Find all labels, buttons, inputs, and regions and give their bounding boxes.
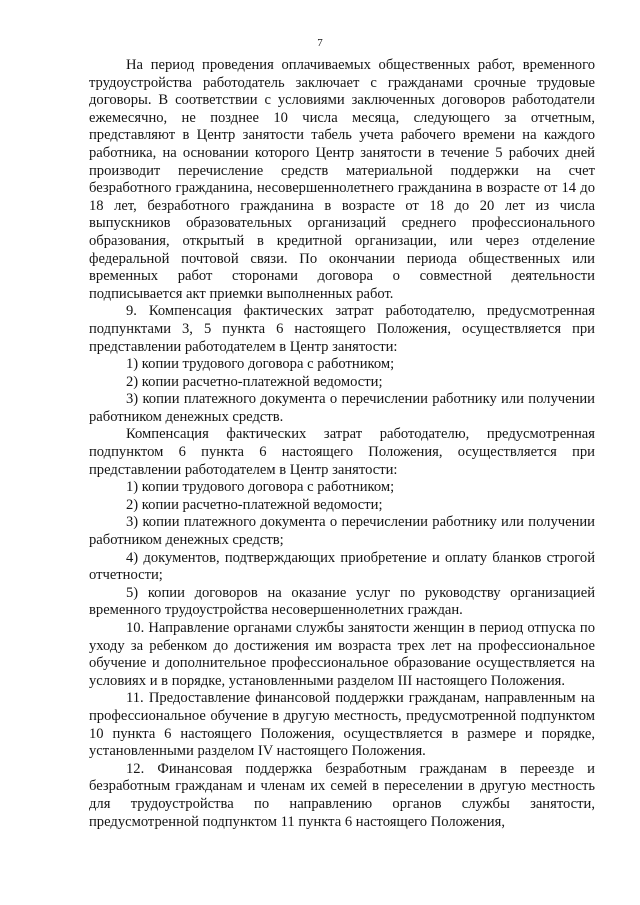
list-item: 2) копии расчетно-платежной ведомости; [126,496,383,513]
document-body [89,57,595,831]
list-item: 4) документов, подтверждающих приобретение и оплату бланков строгой отчетности; [89,549,595,584]
list-item: 1) копии трудового договора с работником; [126,356,395,373]
paragraph-compensation: Компенсация фактических затрат работодателю, предусмотренная подпунктом 6 пункта 6 настоящего Положения, осуществляется при представлении работодателем в Центр занятости: [89,426,595,478]
list-item: 5) копии договоров на оказание услуг по руководству организацией временного трудоустройства несовершеннолетних граждан. [89,584,595,619]
list-item: 3) копии платежного документа о перечислении работнику или получении работником денежных средств; [89,514,595,549]
paragraph-item-10: 10. Направление органами службы занятости женщин в период отпуска по уходу за ребенком до достижения им возраста трех лет на профессиональное обучение и дополнительное профессиональное образование осуществляется на условиях и в порядке, установленными разделом III настоящего Положения. [89,620,595,689]
list-item: 1) копии трудового договора с работником; [126,479,395,496]
paragraph-item-12: 12. Финансовая поддержка безработным гражданам в переезде и безработным гражданам и членам их семей в переселении в другую местность для трудоустройства по направлению органов службы занятости, предусмотренной подпунктом 11 пункта 6 настоящего Положения, [89,760,595,830]
list-item: 3) копии платежного документа о перечислении работнику или получении работником денежных средств. [89,391,595,425]
paragraph-item-11: 11. Предоставление финансовой поддержки гражданам, направленным на профессиональное обучение в другую местность, предусмотренной подпунктом 10 пункта 6 настоящего Положения, осуществляется в размере и порядке, установленными разделом IV настоящего Положения. [89,690,595,760]
paragraph-item-9: 9. Компенсация фактических затрат работодателю, предусмотренная подпунктами 3, 5 пункта 6 настоящего Положения, осуществляется при представлении работодателем в Центр занятости: [89,303,595,355]
list-item: 2) копии расчетно-платежной ведомости; [126,373,383,390]
paragraph-public-works: На период проведения оплачиваемых общественных работ, временного трудоустройства работодатель заключает с гражданами срочные трудовые договоры. В соответствии с условиями заключенных договоров работодатели ежемесячно, не позднее 10 числа месяца, следующего за отчетным, представляют в Центр занятости табель учета рабочего времени на каждого работника, на основании которого Центр занятости в течение 5 рабочих дней производит перечисление средств материальной поддержки на счет безработного гражданина, несовершеннолетнего гражданина в возрасте от 14 до 18 лет, безработного гражданина в возрасте от 18 до 20 лет из числа выпускников образовательных организаций среднего профессионального образования, открытый в кредитной организации, или через отделение федеральной почтовой связи. По окончании периода общественных или временных работ сторонами договора о совместной деятельности подписывается акт приемки выполненных работ. [89,57,595,302]
page-number: 7 [317,37,323,49]
